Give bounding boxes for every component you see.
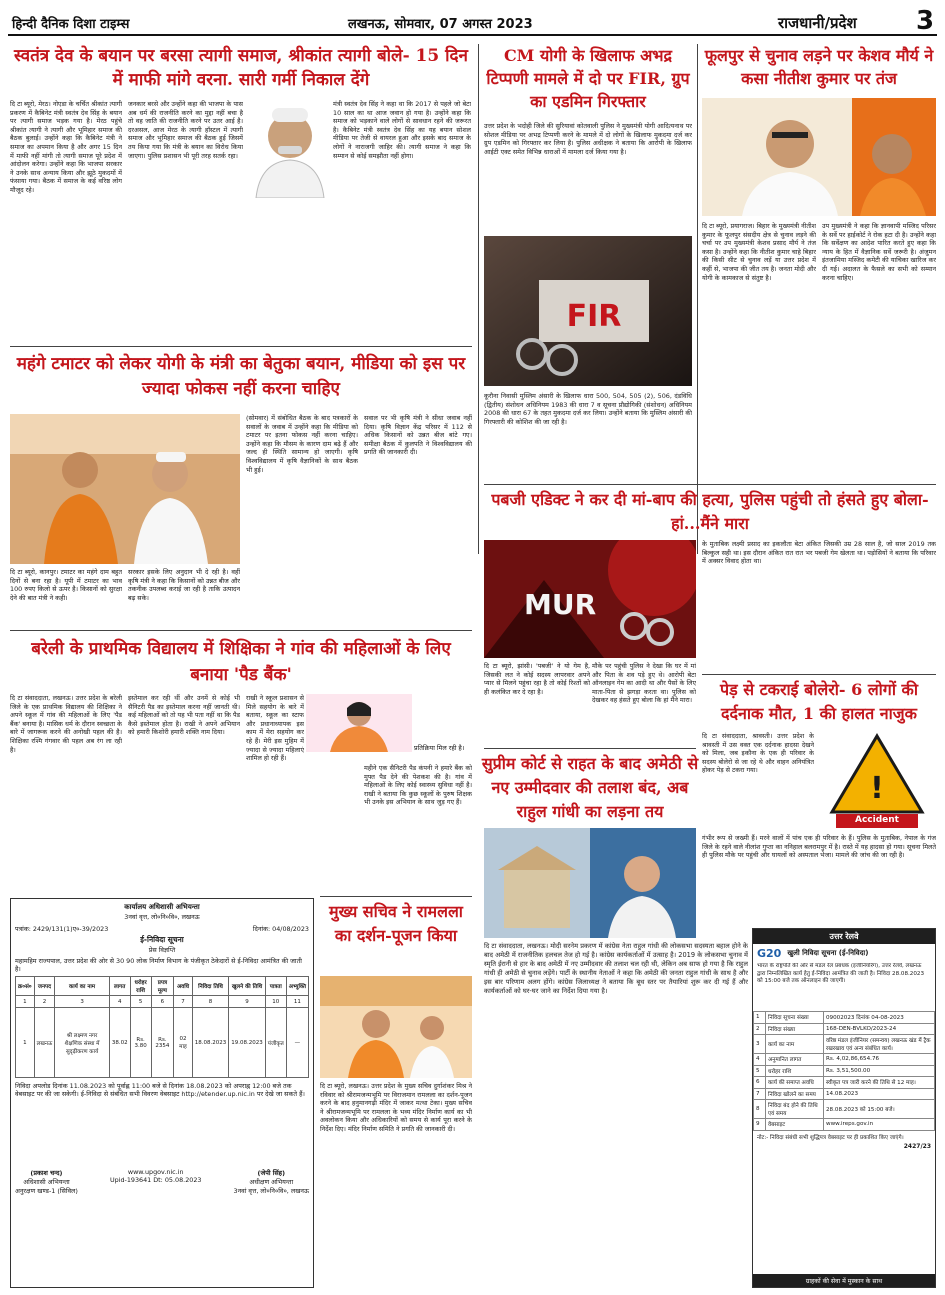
railway-intro: भारत के राष्ट्रपति की ओर से मंडल रेल प्रबंधक (इंजीनियरिंग), उत्तर रेलवे, लखनऊ द्वारा निम्नलिखित कार्य हेतु ई-निविदा आमंत्रित की जाती है। निविदा 28.08.2023 को 15:00 बजे तक ऑनलाइन की जाएगी।	[757, 963, 925, 984]
story2-body: कूरौना निवासी मुस्लिम अंसारी के खिलाफ धारा 500, 504, 505 (2), 506, दंडविधि (द्वितीय) संशोधन अधिनियम 1983 की धारा 7 व सूचना प्रौद्योगिकी (संशोधन) अधिनियम 2008 की धारा 67 के तहत मुकदमा दर्ज कर लिया। उन्होंने बताया कि मुस्लिम अंसारी की गिरफ्तारी की कोशिश की जा रही है।	[484, 392, 692, 426]
tender-table-cell: 18.08.2023	[192, 1008, 229, 1078]
tender-table-colnum: 1	[16, 996, 35, 1008]
railway-row-value: Rs. 3,51,500.00	[824, 1065, 935, 1077]
tender-table-cell: Rs. 2354	[151, 1008, 174, 1078]
masthead	[8, 6, 937, 36]
story4-col1: सरकार इसके लिए अनुदान भी दे रही है। वहीं कृषि मंत्री ने कहा कि किसानों को उन्नत बीज और तकनीक उपलब्ध कराई जा रही है ताकि उत्पादन बढ़ सके।	[128, 568, 240, 602]
tender-table-header: पात्रता	[265, 977, 286, 996]
story5-col3: राखी ने स्कूल प्रशासन से मिले सहयोग के बारे में बताया, स्कूल का स्टाफ और प्रधानाध्यापक इस काम में मेरा सहयोग कर रहे हैं। मेरी इस मुहिम में ज्यादा से ज्यादा महिलाएं शामिल हो रही हैं।	[246, 694, 304, 763]
tender-table-colnum: 6	[151, 996, 174, 1008]
story8-body: दि टा संवाददाता, लखनऊ। मोदी सरनेम प्रकरण में कांग्रेस नेता राहुल गांधी की लोकसभा सदस्यता बहाल होने के बाद अमेठी में राजनीतिक हलचल तेज हो गई है। कांग्रेस कार्यकर्ताओं में उत्साह है। 2019 के लोकसभा चुनाव में स्मृति ईरानी से हार के बाद अमेठी में नए उम्मीदवार की तलाश चल रही थी, लेकिन अब साफ हो गया है कि राहुल गांधी ही अमेठी से चुनाव लड़ेंगे। पार्टी के स्थानीय नेताओं ने कहा कि अमेठी की जनता राहुल गांधी के साथ है और इस बार परिणाम अलग होंगे। कांग्रेस जिलाध्यक्ष ने बताया कि बूथ स्तर पर तैयारियां शुरू कर दी गई हैं और कार्यकर्ताओं को घर-घर जाने का निर्देश दिया गया है।	[484, 942, 748, 995]
story5-photo-caption: प्रतिक्रिया मिल रही है।	[414, 744, 465, 752]
tender-sign-left-sub: अनुरक्षण खण्ड-1 (सिविल)	[15, 1187, 78, 1195]
tender-upid: Upid-193641 Dt: 05.08.2023	[109, 1176, 202, 1184]
g20-logo-icon: G20	[757, 947, 782, 960]
story6-photo-caption: दि टा ब्यूरो, झांसी। 'पबजी' ने यो गेम है, जिसकी लत ने कोई सदस्य लापरवार अपने प्यार से मिलने पहुंचा रहा है तो कोई रिश्तों को ही कलंकित कर दे रहा है।	[484, 662, 590, 696]
railway-row-number: 8	[754, 1100, 766, 1119]
story4-col3: सवाल पर भी कृषि मंत्री ने सीधा जवाब नहीं दिया। कृषि विज्ञान केंद्र परिसर में 112 से अधिक किसानों को उन्नत बीज बांटे गए। समीक्षा बैठक में कुलपति ने विश्वविद्यालय की प्रगति की जानकारी दी।	[364, 414, 472, 457]
story1-headline: स्वतंत्र देव के बयान पर बरसा त्यागी समाज, श्रीकांत त्यागी बोले- 15 दिन में माफी मांगे वरना. सारी गर्मी निकाल देंगे	[14, 46, 468, 90]
story4-caption: दि टा ब्यूरो, कानपुर। टमाटर का महंगे दाम बहुत दिनों से बना रहा है। यूपी में टमाटर का भाव 100 रुपए किलो से ऊपर है। किसानों को सुरक्षा देने की बात मंत्री ने कही।	[10, 568, 122, 602]
railway-code: 2427/23	[903, 1142, 931, 1150]
story7-headline: पेड़ से टकराई बोलेरो- 6 लोगों की दर्दनाक मौत, 1 की हालत नाजुक	[720, 680, 918, 723]
story5-headline: बरेली के प्राथमिक विद्यालय में शिक्षिका ने गांव की महिलाओं के लिए बनाया 'पैड बैंक'	[31, 639, 451, 685]
story4-photo-minister	[10, 414, 240, 564]
tender-table-header: धरोहर राशि	[130, 977, 151, 996]
story2-headline: CM योगी के खिलाफ अभद्र टिप्पणी मामले में दो पर FIR, ग्रुप का एडमिन गिरफ्तार	[486, 46, 690, 111]
dateline: लखनऊ, सोमवार, 07 अगस्त 2023	[348, 17, 533, 32]
railway-row-key: कार्य का नाम	[766, 1035, 824, 1054]
railway-row-key: अनुमानित लागत	[766, 1054, 824, 1066]
tender-table-colnum: 7	[174, 996, 193, 1008]
tender-table-cell: 02 माह	[174, 1008, 193, 1078]
story8-photo-court-rahul	[484, 828, 696, 938]
tender-intro: महामहिम राज्यपाल, उत्तर प्रदेश की ओर से 30 90 लोक निर्माण विभाग के पंजीकृत ठेकेदारों से ई-निविदा आमंत्रित की जाती है।	[15, 957, 302, 973]
railway-row-number: 3	[754, 1035, 766, 1054]
story3-photo-keshav	[702, 98, 936, 216]
railway-row-value: 168-DEN-BVLKO/2023-24	[824, 1023, 935, 1035]
story4-col2: (सोमवार) में संबोधित बैठक के बाद पत्रकारों के सवालों के जवाब में उन्होंने कहा कि मीडिया को टमाटर पर इतना फोकस नहीं करना चाहिए। उन्होंने कहा कि मौसम के कारण दाम बढ़े हैं और जल्द ही स्थिति सामान्य हो जाएगी। कृषि विश्वविद्यालय में कृषि वैज्ञानिकों के साथ बैठक भी हुई।	[246, 414, 358, 474]
story1-col3: मंत्री स्वतंत्र देव सिंह ने कहा था कि 2017 से पहले जो बेटा 10 साल का था आज जवान हो गया है। उन्होंने कहा कि समाज को भड़काने वाले लोगों से सावधान रहने की जरूरत है। कैबिनेट मंत्री स्वतंत्र देव सिंह का यह बयान सोशल मीडिया पर तेजी से वायरल हुआ और इसके बाद समाज के लोगों ने नाराजगी जाहिर की। त्यागी समाज ने कहा कि सम्मान से कोई समझौता नहीं होगा।	[333, 100, 471, 160]
tender-table-header: खुलने की तिथि	[229, 977, 266, 996]
railway-table-row	[754, 1088, 935, 1100]
railway-table-row	[754, 1065, 935, 1077]
tender-sign-left-name: (प्रकाश चन्द)	[30, 1169, 63, 1177]
railway-row-value: वरिष्ठ मंडल इंजीनियर (समन्वय) लखनऊ खंड में ट्रैक रखरखाव एवं अन्य संबंधित कार्य।	[824, 1035, 935, 1054]
railway-row-number: 4	[754, 1054, 766, 1066]
tender-table-header: निविदा तिथि	[192, 977, 229, 996]
railway-table-row	[754, 1023, 935, 1035]
railway-row-key: निविदा सूचना संख्या	[766, 1012, 824, 1024]
story5-col2: इस्तेमाल कर रही थीं और उनमें से कोई भी सैनिटरी पैड का इस्तेमाल करना नहीं जानती थी। कई महिलाओं को तो यह भी पता नहीं था कि पैड कैसे इस्तेमाल होता है। राखी ने अपने अभियान को हमारी किशोरी हमारी शक्ति नाम दिया।	[128, 694, 240, 737]
railway-ad	[752, 928, 936, 1288]
story7-lead: दि टा संवाददाता, श्रावस्ती। उत्तर प्रदेश के श्रावस्ती में उस वक्त एक दर्दनाक हादसा देखने को मिला, जब इकौना के एक ही परिवार के सदस्य बोलेरो से जा रहे थे और वाहन अनियंत्रित होकर पेड़ से टकरा गया।	[702, 732, 814, 775]
railway-row-value: www.ireps.gov.in	[824, 1119, 935, 1131]
story3-col1: दि टा ब्यूरो, प्रयागराज। बिहार के मुख्यमंत्री नीतीश कुमार के फूलपुर संसदीय क्षेत्र से चुनाव लड़ने की चर्चा पर उप मुख्यमंत्री केशव प्रसाद मौर्य ने तंज कसा है। उन्होंने कहा कि नीतीश कुमार चाहे बिहार की किसी सीट से चुनाव लड़ें या उत्तर प्रदेश में कहीं से, भाजपा की जीत तय है। जनता मोदी और योगी के कामकाज से संतुष्ट है।	[702, 222, 816, 282]
railway-row-value: 28.08.2023 को 15:00 बजे।	[824, 1100, 935, 1119]
story9-headline: मुख्य सचिव ने रामलला का दर्शन-पूजन किया	[329, 902, 463, 945]
tender-table-cell: श्री लक्ष्मण नगर शैक्षणिक संस्था में सुदृढ़ीकरण कार्य	[55, 1008, 110, 1078]
story3-headline: फूलपुर से चुनाव लड़ने पर केशव मौर्य ने कसा नीतीश कुमार पर तंज	[704, 46, 934, 88]
svg-text:FIR: FIR	[566, 299, 622, 334]
story1-photo-minister	[250, 98, 330, 198]
tender-table-cell: लखनऊ	[34, 1008, 55, 1078]
railway-table	[753, 1011, 935, 1131]
page-number: 3	[916, 6, 935, 36]
tender-sign-right-title: अधीक्षण अभियन्ता	[249, 1178, 294, 1186]
tender-date: दिनांक: 04/08/2023	[252, 925, 309, 933]
tender-table-header: लागत	[109, 977, 130, 996]
story6-col1: मौके पर पहुंची पुलिस ने देखा कि घर में मां और पिता के शव पड़े हुए थे। आरोपी बेटा ऑनलाइन गेम का आदी था और पैसों के लिए माता-पिता से झगड़ा करता था। पुलिस को देखकर वह हंसते हुए बोला कि हां मैंने मारा।	[592, 662, 696, 705]
railway-row-number: 7	[754, 1088, 766, 1100]
tender-table-header: क्र०सं०	[16, 977, 35, 996]
tender-sub: 3नवां वृत्त, लो०नि०वि०, लखनऊ	[124, 913, 200, 921]
svg-text:!: !	[870, 771, 884, 806]
railway-row-key: निविदा बंद होने की तिथि एवं समय	[766, 1100, 824, 1119]
tender-table-colnum: 9	[229, 996, 266, 1008]
railway-table-row	[754, 1035, 935, 1054]
railway-table-row	[754, 1100, 935, 1119]
tender-table-colnum: 5	[130, 996, 151, 1008]
story6-col2: के मुताबिक लक्ष्मी प्रसाद का इकलौता बेटा अंकित जिसकी उम्र 28 साल है, जो साल 2019 तक बिल्कुल सही था। इस दौरान अंकित रात रात भर पबजी गेम खेलता था। पड़ोसियों ने बताया कि परिवार में अक्सर विवाद होता था।	[702, 540, 936, 566]
railway-table-row	[754, 1119, 935, 1131]
story7-body: गंभीर रूप से जख्मी हैं। मरने वालों में पांच एक ही परिवार के हैं। पुलिस के मुताबिक, नेपाल के गंज जिले के रहने वाले नीलांश गुप्ता का ननिहाल बलरामपुर में है। रास्ते में यह हादसा हो गया। सूचना मिलते ही पुलिस मौके पर पहुंची और घायलों को अस्पताल भेजा। मामले की जांच की जा रही है।	[702, 834, 936, 860]
story3-col2: उप मुख्यमंत्री ने कहा कि ज्ञानवापी मस्जिद परिसर के सर्वे पर हाईकोर्ट ने रोक हटा दी है। उन्होंने कहा कि सर्वेक्षण का आदेश पारित करते हुए कहा कि न्याय के हित में वैज्ञानिक सर्वे जरूरी है। अंजुमन इंतजामिया मस्जिद कमेटी की याचिका खारिज कर दी गई। अदालत के फैसले का सभी को सम्मान करना चाहिए।	[822, 222, 936, 282]
story8-headline: सुप्रीम कोर्ट से राहत के बाद अमेठी से नए उम्मीदवार की तलाश बंद, अब राहुल गांधी का लड़ना तय	[481, 754, 699, 821]
tender-table-cell: —	[286, 1008, 308, 1078]
tender-website: www.upgov.nic.in	[127, 1168, 184, 1176]
tender-notice	[10, 898, 314, 1288]
tender-table-colnum: 8	[192, 996, 229, 1008]
tender-table	[15, 976, 309, 1078]
story7-accident-graphic	[818, 730, 936, 830]
tender-sign-right-name: (जेपी सिंह)	[257, 1169, 285, 1177]
tender-sign-right-sub: 3नवां वृत्त, लो०नि०वि०, लखनऊ	[233, 1187, 309, 1195]
tender-table-colnum: 11	[286, 996, 308, 1008]
railway-row-value: 14.08.2023	[824, 1088, 935, 1100]
railway-table-row	[754, 1012, 935, 1024]
story1-col2: जनकार बरसे और उन्होंने कहा की भाजपा के पास अब धर्म की राजनीति करने का मुद्दा नहीं बचा है तो वह जाति की राजनीति करने पर उतर आई है। दरअसल, आज मेरठ के त्यागी हॉस्टल में त्यागी समाज और भूमिहार समाज की बैठक हुई जिसमें तय किया गया कि मंत्री के बयान का विरोध किया जाएगा। पुलिस प्रशासन भी पूरी तरह सतर्क रहा।	[128, 100, 243, 160]
tender-table-cell: Rs. 3.80	[130, 1008, 151, 1078]
story9-photo-temple	[320, 976, 472, 1078]
railway-row-value: Rs. 4,02,86,654.76	[824, 1054, 935, 1066]
railway-row-number: 9	[754, 1119, 766, 1131]
railway-table-row	[754, 1054, 935, 1066]
tender-ref-no: पत्रांक: 2429/131(1)ए०-39/2023	[15, 925, 109, 933]
tender-office: कार्यालय अधिशासी अभियन्ता	[124, 903, 200, 911]
story5-col1: दि टा संवाददाता, लखनऊ। उत्तर प्रदेश के बरेली जिले के एक प्राथमिक विद्यालय की शिक्षिका ने अपने स्कूल में गांव की महिलाओं के लिए 'पैड बैंक' बनाया है। मासिक धर्म के दौरान स्वच्छता के बारे में जागरूक करने की अनोखी पहल की है। शिक्षिका रश्मि गंगवार की पहल अब रंग ला रही है।	[10, 694, 122, 754]
tender-table-cell: 1	[16, 1008, 35, 1078]
railway-note: नोट:- निविदा संबंधी सभी शुद्धिपत्र वेबसाइट पर ही प्रकाशित किए जाएंगे।	[757, 1134, 904, 1141]
tender-table-header: प्रपत्र मूल्य	[151, 977, 174, 996]
tender-table-cell: पंजीकृत	[265, 1008, 286, 1078]
tender-table-colnum: 2	[34, 996, 55, 1008]
tender-table-cell: 19.08.2023	[229, 1008, 266, 1078]
story4-headline: महंगे टमाटर को लेकर योगी के मंत्री का बेतुका बयान, मीडिया को इस पर ज्यादा फोकस नहीं करना चाहिए	[16, 354, 466, 399]
railway-row-value: स्वीकृत पत्र जारी करने की तिथि से 12 माह।	[824, 1077, 935, 1089]
railway-title: खुली निविदा सूचना (ई-निविदा)	[787, 949, 869, 957]
railway-row-number: 2	[754, 1023, 766, 1035]
railway-row-key: निविदा खोलने का समय	[766, 1088, 824, 1100]
tender-table-header: कार्य का नाम	[55, 977, 110, 996]
railway-row-number: 6	[754, 1077, 766, 1089]
railway-row-number: 1	[754, 1012, 766, 1024]
tender-notes: निविदा अपलोड दिनांक 11.08.2023 को पूर्वाह्न 11:00 बजे से दिनांक 18.08.2023 को अपराह्न 12:00 बजे तक वेबसाइट पर की जा सकेगी। ई-निविदा से संबंधित सभी विवरण वेबसाइट http://etender.up.nic.in पर देखे जा सकते हैं।	[15, 1082, 305, 1098]
railway-footer: ग्राहकों की सेवा में मुस्कान के साथ	[753, 1274, 935, 1287]
story9-body: दि टा ब्यूरो, लखनऊ। उत्तर प्रदेश के मुख्य सचिव दुर्गाशंकर मिश्र ने रविवार को श्रीरामजन्मभूमि पर विराजमान रामलला का दर्शन-पूजन करने के बाद हनुमानगढ़ी मंदिर में जाकर मत्था टेका। मुख्य सचिव ने श्रीरामजन्मभूमि पर रामलला के भव्य मंदिर निर्माण कार्य का भी अवलोकन किया और अधिकारियों को समय से कार्य पूरा करने के निर्देश दिए। मंदिर निर्माण समिति ने प्रगति की जानकारी दी।	[320, 1082, 472, 1133]
story1-col1: दि टा ब्यूरो, मेरठ। नोएडा के चर्चित श्रीकांत त्यागी प्रकरण में कैबिनेट मंत्री स्वतंत्र देव सिंह के बयान पर त्यागी समाज भड़क गया है। मेरठ पहुंचे श्रीकांत त्यागी ने त्यागी और भूमिहार समाज की बैठक बुलाई। उन्होंने कहा कि कैबिनेट मंत्री ने समाज का अपमान किया है और अगर 15 दिन में माफी नहीं मांगी तो त्यागी समाज पूरे प्रदेश में आंदोलन करेगा। उन्होंने कहा कि भाजपा सरकार ने उनके साथ अन्याय किया और झूठे मुकदमों में फंसाया गया। बैठक में समाज के कई वरिष्ठ लोग मौजूद रहे।	[10, 100, 122, 194]
railway-row-key: कार्य की समाप्त अवधि	[766, 1077, 824, 1089]
tender-table-header: जनपद	[34, 977, 55, 996]
story5-col4: महीने एक सैनिटरी पैड कंपनी ने हमारे बैंक को मुफ्त पैड देने की पेशकश की है। गांव में महिलाओं के लिए कोई स्वास्थ्य सुविधा नहीं है। राखी ने बताया कि कुछ स्कूलों के पुरुष शिक्षक भी उनके इस अभियान के साथ जुड़ गए हैं।	[364, 764, 472, 807]
tender-table-header: अवधि	[174, 977, 193, 996]
story5-photo-teacher	[306, 694, 412, 752]
story2-photo-fir	[484, 236, 692, 386]
story2-lead: उत्तर प्रदेश के भदोही जिले की सुरियावां कोतवाली पुलिस ने मुख्यमंत्री योगी आदित्यनाथ पर सोशल मीडिया पर अभद्र टिप्पणी करने के मामले में दो लोगों के खिलाफ मुकदमा दर्ज कर ग्रुप एडमिन को गिरफ्तार कर लिया है। पुलिस अधीक्षक ने बताया कि आरोपी के खिलाफ आईटी एक्ट समेत विभिन्न धाराओं में मामला दर्ज किया गया है।	[484, 122, 692, 156]
railway-row-value: 09002023 दिनांक 04-08-2023	[824, 1012, 935, 1024]
svg-text:MUR: MUR	[524, 588, 597, 621]
railway-row-key: वेबसाइट	[766, 1119, 824, 1131]
tender-table-cell: 38.02	[109, 1008, 130, 1078]
section-name: राजधानी/प्रदेश	[778, 14, 857, 32]
tender-table-colnum: 3	[55, 996, 110, 1008]
story6-photo-murder	[484, 540, 696, 658]
tender-table-header: अभ्युक्ति	[286, 977, 308, 996]
railway-row-key: धरोहर राशि	[766, 1065, 824, 1077]
accident-label: Accident	[855, 815, 899, 825]
railway-brand: उत्तर रेलवे	[753, 929, 935, 944]
tender-table-colnum: 10	[265, 996, 286, 1008]
tender-section: प्रेस विज्ञप्ति	[148, 946, 176, 954]
railway-table-row	[754, 1077, 935, 1089]
tender-title: ई-निविदा सूचना	[140, 935, 184, 944]
railway-row-number: 5	[754, 1065, 766, 1077]
story6-headline: पबजी एडिक्ट ने कर दी मां-बाप की हत्या, पुलिस पहुंची तो हंसते हुए बोला- हां...मैंने मारा	[491, 490, 929, 533]
railway-row-key: निविदा संख्या	[766, 1023, 824, 1035]
tender-sign-left-title: अधिशासी अभियन्ता	[23, 1178, 70, 1186]
paper-name: हिन्दी दैनिक दिशा टाइम्स	[12, 17, 130, 32]
tender-table-colnum: 4	[109, 996, 130, 1008]
